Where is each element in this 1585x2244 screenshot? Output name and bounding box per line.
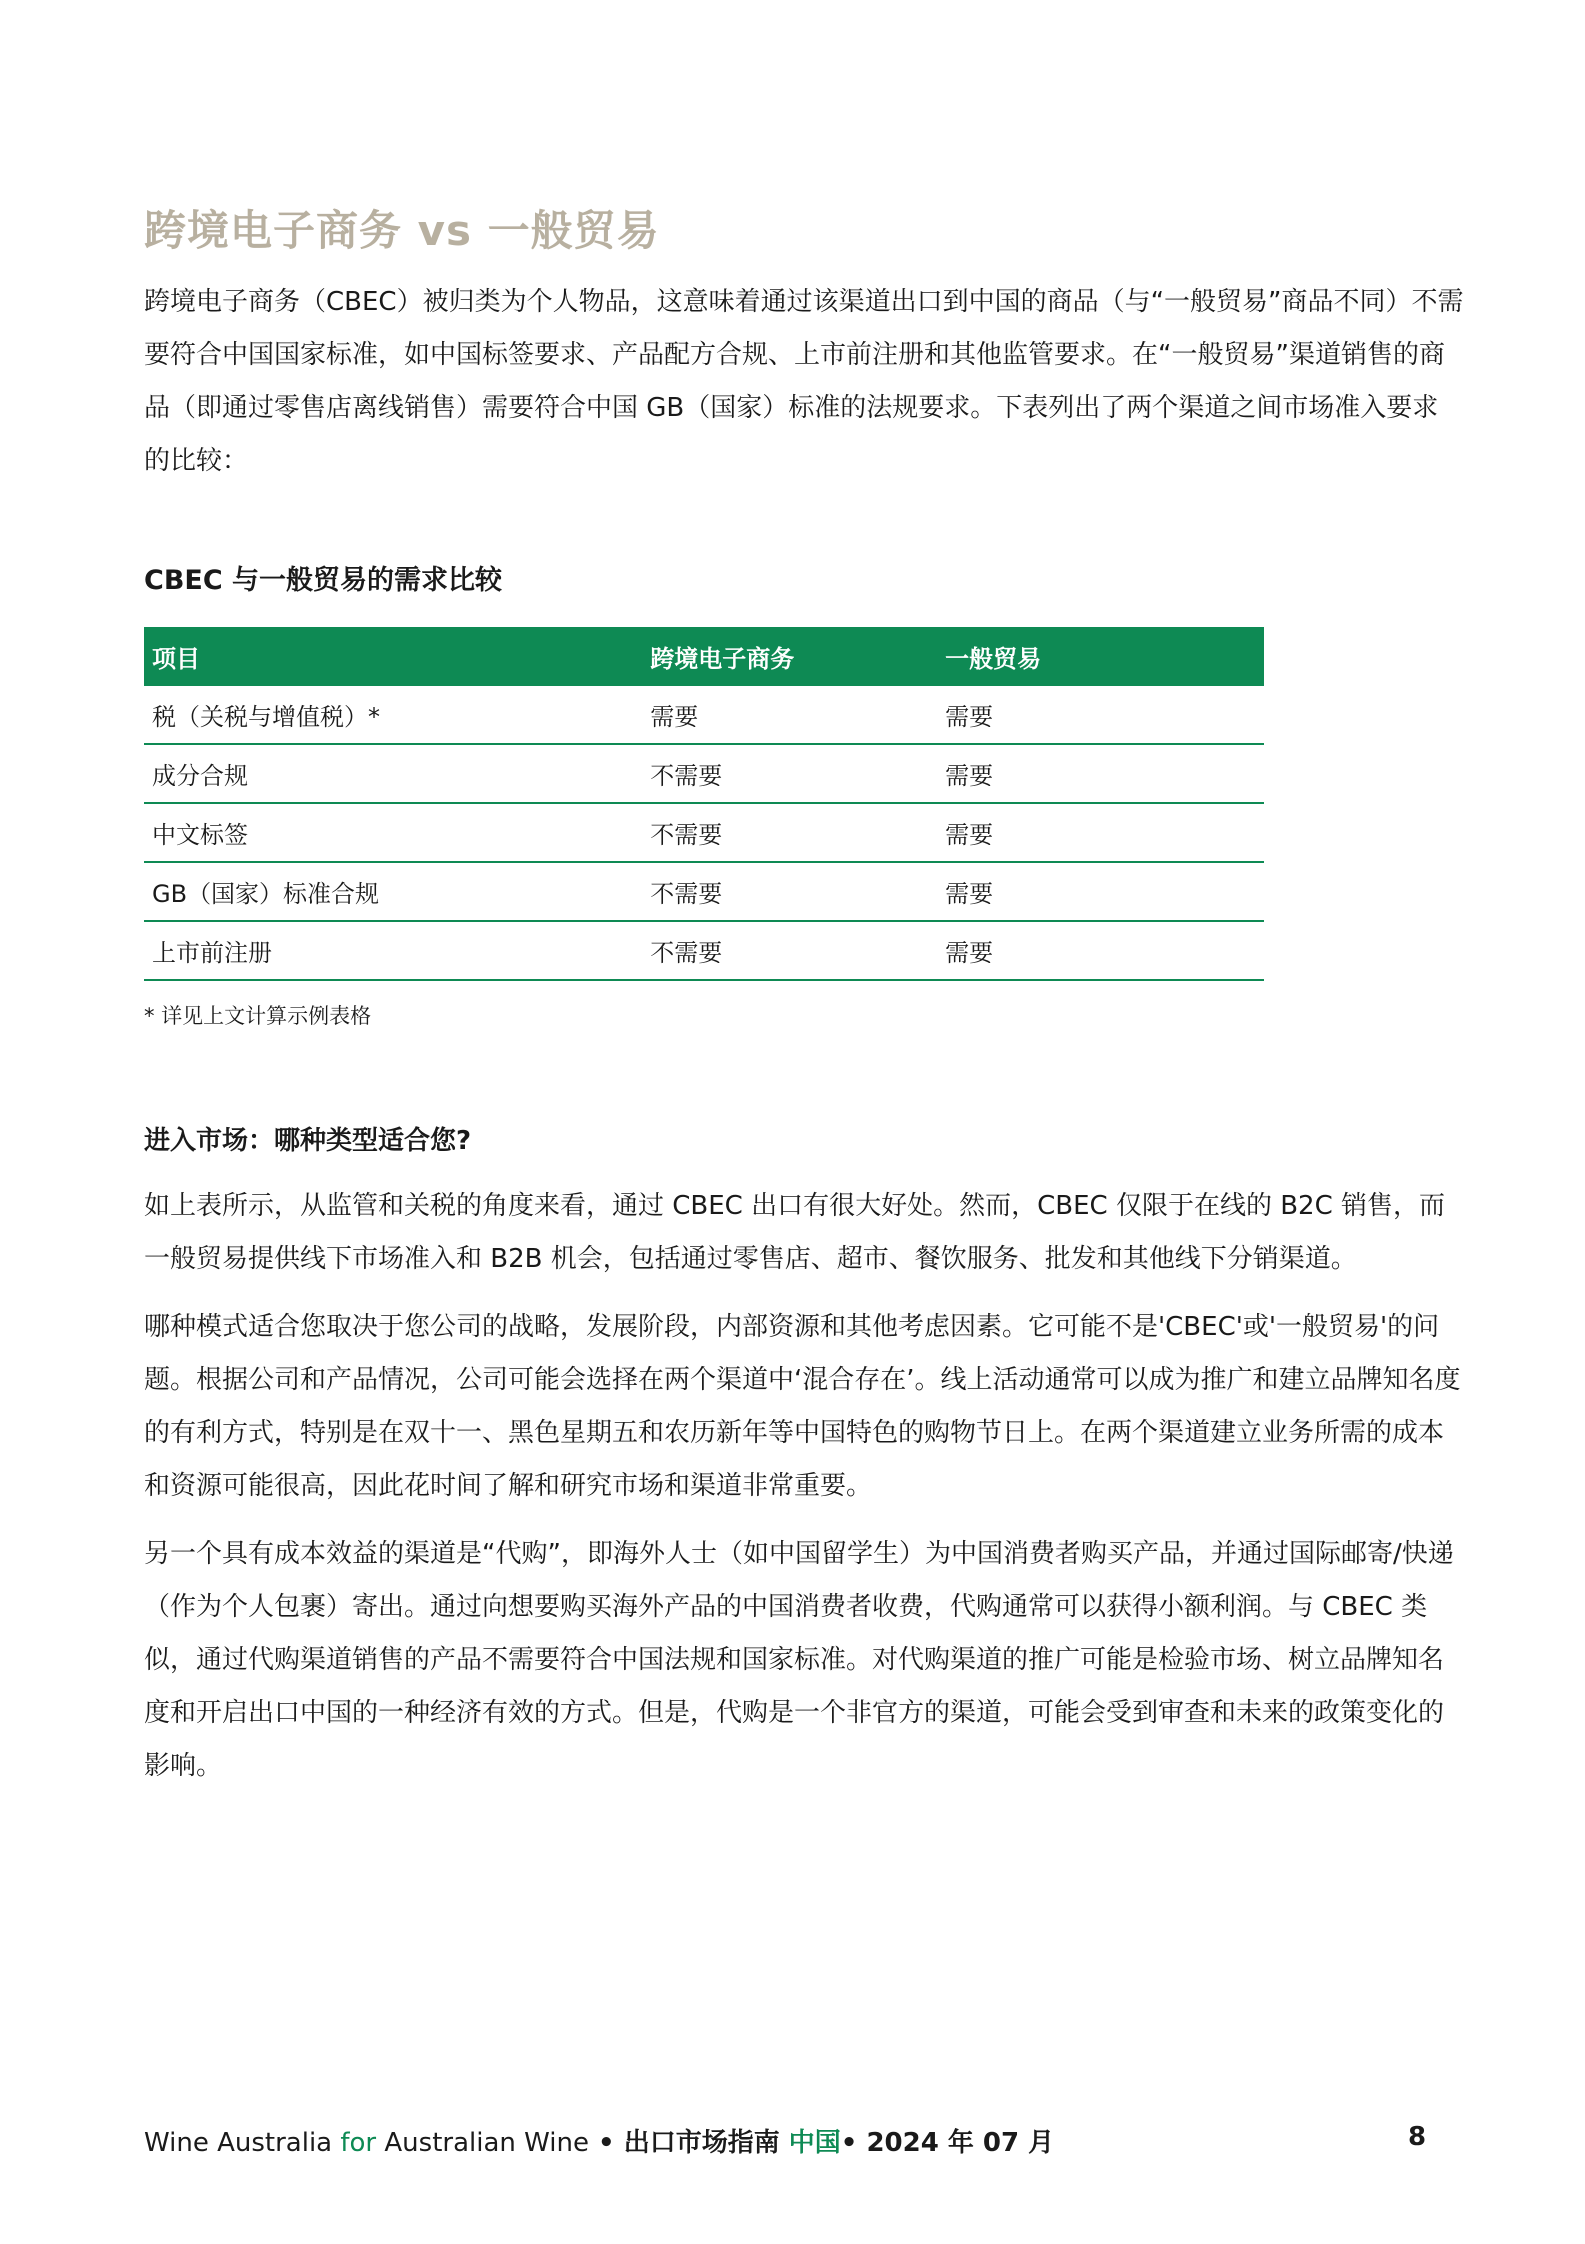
footer-separator: •: [588, 2128, 624, 2158]
table-cell-cbec: 不需要: [642, 862, 937, 921]
comparison-table: [144, 627, 1264, 981]
footer-brand-for: for: [340, 2128, 377, 2158]
table-cell-cbec: 不需要: [642, 803, 937, 862]
footer-brand-end: Australian Wine: [376, 2128, 589, 2158]
table-cell-general: 需要: [937, 686, 1264, 744]
page-footer: [144, 2122, 1054, 2159]
market-heading: 进入市场：哪种类型适合您?: [144, 1126, 472, 1156]
table-row: [144, 921, 1264, 980]
table-cell-general: 需要: [937, 921, 1264, 980]
table-cell-general: 需要: [937, 862, 1264, 921]
table-cell-general: 需要: [937, 744, 1264, 803]
footer-brand-start: Wine Australia: [144, 2128, 341, 2158]
table-cell-item: GB（国家）标准合规: [144, 862, 642, 921]
market-paragraph-1: 如上表所示，从监管和关税的角度来看，通过 CBEC 出口有很大好处。然而，CBEC 仅限于在线的 B2C 销售，而一般贸易提供线下市场准入和 B2B 机会，包括通过零售店、超市、餐饮服务、批发和其他线下分销渠道。: [144, 1191, 1446, 1274]
header-item: 项目: [144, 627, 642, 686]
market-paragraph-2: 哪种模式适合您取决于您公司的战略，发展阶段，内部资源和其他考虑因素。它可能不是'CBEC'或'一般贸易'的问题。根据公司和产品情况，公司可能会选择在两个渠道中‘混合存在’。线上活动通常可以成为推广和建立品牌知名度的有利方式，特别是在双十一、黑色星期五和农历新年等中国特色的购物节日上。在两个渠道建立业务所需的成本和资源可能很高，因此花时间了解和研究市场和渠道非常重要。: [144, 1312, 1461, 1501]
footer-guide: 出口市场指南: [623, 2128, 789, 2158]
table-header: [144, 627, 1264, 686]
table-row: [144, 744, 1264, 803]
table-title: CBEC 与一般贸易的需求比较: [144, 565, 503, 596]
table-cell-cbec: 需要: [642, 686, 937, 744]
footer-date: 2024 年 07 月: [866, 2128, 1055, 2158]
header-cbec: 跨境电子商务: [642, 627, 937, 686]
table-header-row: [144, 627, 1264, 686]
page-number: 8: [1408, 2122, 1427, 2152]
footer-separator-2: •: [840, 2128, 867, 2158]
intro-paragraph: 跨境电子商务（CBEC）被归类为个人物品，这意味着通过该渠道出口到中国的商品（与“一般贸易”商品不同）不需要符合中国国家标准，如中国标签要求、产品配方合规、上市前注册和其他监管要求。在“一般贸易”渠道销售的商品（即通过零售店离线销售）需要符合中国 GB（国家）标准的法规要求。下表列出了两个渠道之间市场准入要求的比较：: [144, 287, 1464, 476]
table-cell-item: 成分合规: [144, 744, 642, 803]
table-cell-item: 税（关税与增值税）*: [144, 686, 642, 744]
market-paragraph-3: 另一个具有成本效益的渠道是“代购”，即海外人士（如中国留学生）为中国消费者购买产品，并通过国际邮寄/快递（作为个人包裹）寄出。通过向想要购买海外产品的中国消费者收费，代购通常可以获得小额利润。与 CBEC 类似，通过代购渠道销售的产品不需要符合中国法规和国家标准。对代购渠道的推广可能是检验市场、树立品牌知名度和开启出口中国的一种经济有效的方式。但是，代购是一个非官方的渠道，可能会受到审查和未来的政策变化的影响。: [144, 1539, 1454, 1781]
table-cell-cbec: 不需要: [642, 921, 937, 980]
table-cell-cbec: 不需要: [642, 744, 937, 803]
table-row: [144, 686, 1264, 744]
table-cell-item: 中文标签: [144, 803, 642, 862]
table-row: [144, 803, 1264, 862]
table-cell-general: 需要: [937, 803, 1264, 862]
table-cell-item: 上市前注册: [144, 921, 642, 980]
table-footnote: * 详见上文计算示例表格: [144, 1004, 372, 1028]
footer-country: 中国: [788, 2128, 841, 2158]
page-title: 跨境电子商务 vs 一般贸易: [144, 206, 660, 255]
table-row: [144, 862, 1264, 921]
header-general-trade: 一般贸易: [937, 627, 1264, 686]
table-body: [144, 686, 1264, 980]
